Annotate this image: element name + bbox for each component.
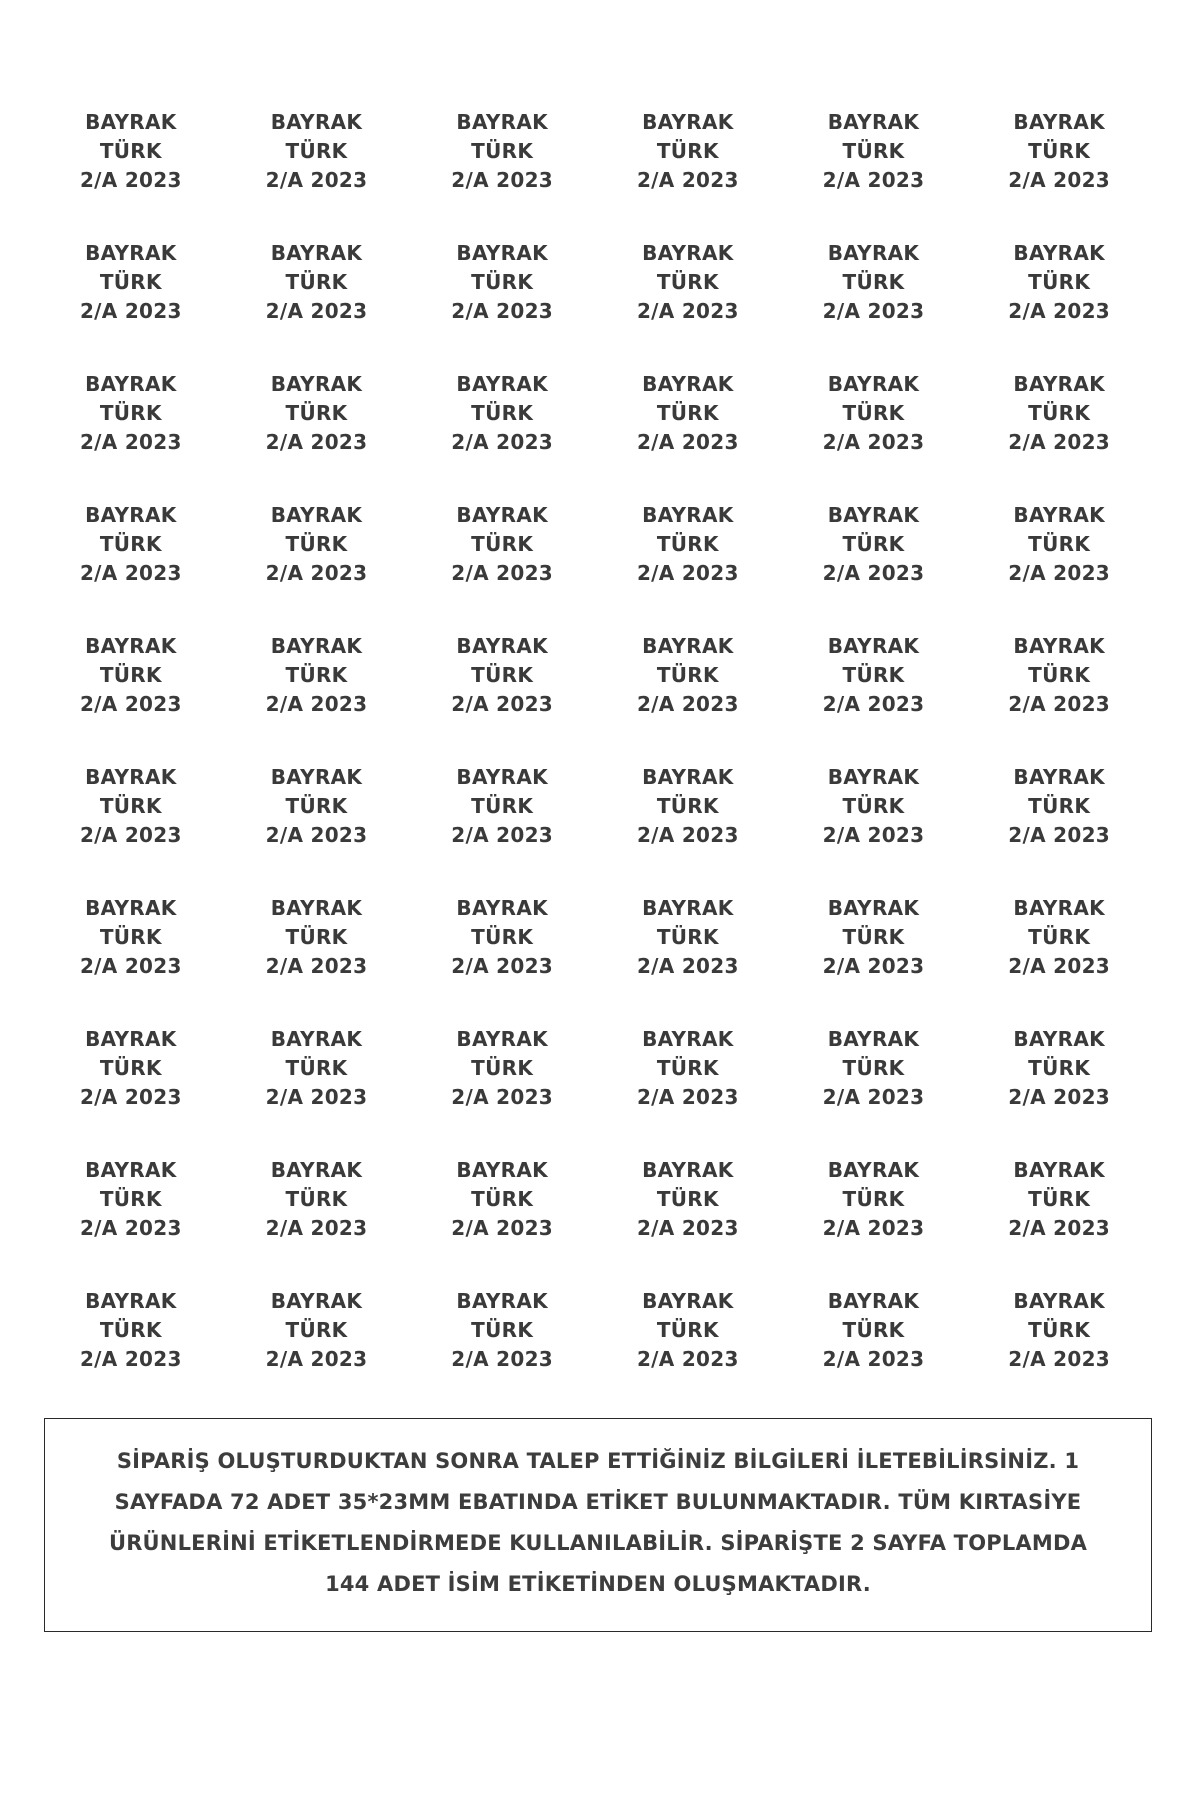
- label-line3: 2/A 2023: [79, 168, 182, 192]
- label-line1: BAYRAK: [642, 1027, 734, 1051]
- label-line1: BAYRAK: [1013, 1158, 1105, 1182]
- label-line2: TÜRK: [656, 925, 719, 949]
- label-line1: BAYRAK: [642, 765, 734, 789]
- label-line2: TÜRK: [99, 1318, 162, 1342]
- label-line3: 2/A 2023: [265, 954, 368, 978]
- name-label: [595, 1287, 781, 1418]
- label-line1: BAYRAK: [85, 634, 177, 658]
- label-line3: 2/A 2023: [636, 168, 739, 192]
- name-label: [781, 1025, 967, 1156]
- label-line2: TÜRK: [471, 270, 534, 294]
- label-line3: 2/A 2023: [636, 954, 739, 978]
- name-label: [224, 501, 410, 632]
- label-line2: TÜRK: [285, 925, 348, 949]
- label-line2: TÜRK: [842, 1187, 905, 1211]
- label-line2: TÜRK: [1028, 270, 1091, 294]
- label-line3: 2/A 2023: [822, 1347, 925, 1371]
- label-line2: TÜRK: [471, 1056, 534, 1080]
- label-line3: 2/A 2023: [451, 823, 554, 847]
- label-line3: 2/A 2023: [265, 692, 368, 716]
- label-line3: 2/A 2023: [1008, 561, 1111, 585]
- label-line1: BAYRAK: [85, 110, 177, 134]
- name-label: [409, 239, 595, 370]
- label-line2: TÜRK: [656, 1187, 719, 1211]
- label-line1: BAYRAK: [270, 241, 363, 265]
- label-line2: TÜRK: [285, 1187, 348, 1211]
- label-line2: TÜRK: [656, 532, 719, 556]
- label-line1: BAYRAK: [85, 503, 177, 527]
- label-line1: BAYRAK: [642, 1158, 734, 1182]
- name-label: [966, 1156, 1152, 1287]
- label-line2: TÜRK: [471, 1187, 534, 1211]
- name-label: [781, 894, 967, 1025]
- label-line1: BAYRAK: [642, 1289, 734, 1313]
- label-line3: 2/A 2023: [1008, 1085, 1111, 1109]
- label-line3: 2/A 2023: [1008, 823, 1111, 847]
- label-line2: TÜRK: [471, 139, 534, 163]
- name-label: [966, 763, 1152, 894]
- label-line2: TÜRK: [99, 925, 162, 949]
- label-line3: 2/A 2023: [79, 1216, 182, 1240]
- label-line1: BAYRAK: [827, 1027, 920, 1051]
- label-line3: 2/A 2023: [822, 823, 925, 847]
- label-line3: 2/A 2023: [636, 299, 739, 323]
- label-line1: BAYRAK: [827, 1158, 920, 1182]
- name-label: [781, 108, 967, 239]
- label-line3: 2/A 2023: [1008, 299, 1111, 323]
- label-line1: BAYRAK: [456, 241, 548, 265]
- label-line1: BAYRAK: [827, 241, 920, 265]
- label-line3: 2/A 2023: [1008, 692, 1111, 716]
- name-label: [38, 239, 224, 370]
- label-line2: TÜRK: [842, 270, 905, 294]
- label-line3: 2/A 2023: [265, 168, 368, 192]
- label-line3: 2/A 2023: [79, 1347, 182, 1371]
- name-label: [224, 370, 410, 501]
- label-line3: 2/A 2023: [79, 954, 182, 978]
- label-line3: 2/A 2023: [451, 430, 554, 454]
- label-line1: BAYRAK: [456, 634, 548, 658]
- label-line3: 2/A 2023: [636, 823, 739, 847]
- label-line3: 2/A 2023: [1008, 168, 1111, 192]
- name-label: [224, 108, 410, 239]
- label-line3: 2/A 2023: [451, 954, 554, 978]
- name-label: [966, 1287, 1152, 1418]
- label-line1: BAYRAK: [270, 110, 363, 134]
- label-line2: TÜRK: [1028, 663, 1091, 687]
- label-line2: TÜRK: [656, 794, 719, 818]
- label-line1: BAYRAK: [85, 1289, 177, 1313]
- label-line1: BAYRAK: [456, 1027, 548, 1051]
- label-line3: 2/A 2023: [265, 430, 368, 454]
- name-label: [38, 763, 224, 894]
- label-line1: BAYRAK: [1013, 1289, 1105, 1313]
- label-line1: BAYRAK: [827, 110, 920, 134]
- notice-box: [44, 1418, 1152, 1632]
- label-line1: BAYRAK: [1013, 896, 1105, 920]
- label-line2: TÜRK: [99, 401, 162, 425]
- label-line3: 2/A 2023: [79, 561, 182, 585]
- label-line1: BAYRAK: [827, 372, 920, 396]
- name-label: [224, 1287, 410, 1418]
- name-label: [224, 1156, 410, 1287]
- label-line3: 2/A 2023: [79, 299, 182, 323]
- label-line2: TÜRK: [285, 270, 348, 294]
- label-line1: BAYRAK: [642, 896, 734, 920]
- label-line1: BAYRAK: [270, 1289, 363, 1313]
- name-label: [38, 1025, 224, 1156]
- name-label: [781, 1287, 967, 1418]
- label-line3: 2/A 2023: [265, 561, 368, 585]
- label-line2: TÜRK: [1028, 532, 1091, 556]
- name-label: [966, 501, 1152, 632]
- label-line3: 2/A 2023: [79, 823, 182, 847]
- label-line1: BAYRAK: [270, 634, 363, 658]
- label-line2: TÜRK: [285, 401, 348, 425]
- label-line2: TÜRK: [1028, 925, 1091, 949]
- label-line3: 2/A 2023: [79, 430, 182, 454]
- name-label: [595, 108, 781, 239]
- label-line2: TÜRK: [99, 139, 162, 163]
- label-line2: TÜRK: [842, 1056, 905, 1080]
- label-line3: 2/A 2023: [822, 430, 925, 454]
- label-line2: TÜRK: [842, 532, 905, 556]
- name-label: [409, 108, 595, 239]
- label-line1: BAYRAK: [85, 765, 177, 789]
- label-line2: TÜRK: [656, 663, 719, 687]
- label-line2: TÜRK: [1028, 139, 1091, 163]
- label-line3: 2/A 2023: [636, 1085, 739, 1109]
- label-line3: 2/A 2023: [822, 692, 925, 716]
- label-line1: BAYRAK: [1013, 503, 1105, 527]
- label-line2: TÜRK: [656, 139, 719, 163]
- label-line1: BAYRAK: [1013, 241, 1105, 265]
- label-line3: 2/A 2023: [636, 1216, 739, 1240]
- label-line2: TÜRK: [285, 532, 348, 556]
- label-line1: BAYRAK: [1013, 765, 1105, 789]
- label-line1: BAYRAK: [827, 634, 920, 658]
- name-label: [38, 894, 224, 1025]
- label-line2: TÜRK: [99, 663, 162, 687]
- name-label: [409, 632, 595, 763]
- name-label: [224, 894, 410, 1025]
- label-line2: TÜRK: [285, 663, 348, 687]
- label-line1: BAYRAK: [270, 1158, 363, 1182]
- name-label: [781, 501, 967, 632]
- label-line3: 2/A 2023: [1008, 430, 1111, 454]
- name-label: [781, 370, 967, 501]
- label-line3: 2/A 2023: [636, 561, 739, 585]
- label-line3: 2/A 2023: [451, 561, 554, 585]
- label-line2: TÜRK: [471, 532, 534, 556]
- label-line1: BAYRAK: [85, 1158, 177, 1182]
- label-line1: BAYRAK: [270, 372, 363, 396]
- label-line3: 2/A 2023: [451, 1216, 554, 1240]
- label-line2: TÜRK: [99, 270, 162, 294]
- label-line1: BAYRAK: [456, 1289, 548, 1313]
- name-label: [966, 1025, 1152, 1156]
- name-label: [38, 501, 224, 632]
- label-line1: BAYRAK: [827, 1289, 920, 1313]
- label-line3: 2/A 2023: [265, 1347, 368, 1371]
- name-label: [595, 763, 781, 894]
- name-label: [409, 763, 595, 894]
- label-line1: BAYRAK: [1013, 1027, 1105, 1051]
- name-label: [595, 501, 781, 632]
- label-line2: TÜRK: [1028, 1318, 1091, 1342]
- label-line3: 2/A 2023: [451, 299, 554, 323]
- name-label: [781, 1156, 967, 1287]
- label-line1: BAYRAK: [642, 372, 734, 396]
- name-label: [966, 894, 1152, 1025]
- label-line2: TÜRK: [471, 663, 534, 687]
- label-line3: 2/A 2023: [636, 430, 739, 454]
- label-line2: TÜRK: [656, 270, 719, 294]
- label-line2: TÜRK: [656, 401, 719, 425]
- name-label: [966, 370, 1152, 501]
- label-line2: TÜRK: [285, 794, 348, 818]
- label-line1: BAYRAK: [456, 1158, 548, 1182]
- label-line1: BAYRAK: [85, 896, 177, 920]
- label-line2: TÜRK: [99, 532, 162, 556]
- label-line1: BAYRAK: [642, 503, 734, 527]
- label-line1: BAYRAK: [642, 634, 734, 658]
- label-line3: 2/A 2023: [822, 561, 925, 585]
- name-label: [595, 894, 781, 1025]
- label-line3: 2/A 2023: [79, 1085, 182, 1109]
- label-line1: BAYRAK: [827, 896, 920, 920]
- label-line1: BAYRAK: [642, 110, 734, 134]
- label-line2: TÜRK: [285, 1056, 348, 1080]
- label-line1: BAYRAK: [1013, 110, 1105, 134]
- name-label: [409, 1287, 595, 1418]
- label-line1: BAYRAK: [270, 1027, 363, 1051]
- name-label: [38, 1156, 224, 1287]
- label-line3: 2/A 2023: [822, 168, 925, 192]
- name-label: [595, 370, 781, 501]
- label-line2: TÜRK: [656, 1056, 719, 1080]
- name-label: [409, 1025, 595, 1156]
- name-label: [224, 1025, 410, 1156]
- name-label: [224, 239, 410, 370]
- label-line1: BAYRAK: [1013, 634, 1105, 658]
- label-line3: 2/A 2023: [265, 1085, 368, 1109]
- label-line2: TÜRK: [99, 1187, 162, 1211]
- label-line2: TÜRK: [1028, 1056, 1091, 1080]
- label-line1: BAYRAK: [270, 896, 363, 920]
- label-line2: TÜRK: [471, 401, 534, 425]
- label-line3: 2/A 2023: [1008, 1347, 1111, 1371]
- label-line3: 2/A 2023: [451, 168, 554, 192]
- name-label: [38, 1287, 224, 1418]
- label-line2: TÜRK: [1028, 794, 1091, 818]
- name-label: [595, 239, 781, 370]
- label-line3: 2/A 2023: [1008, 954, 1111, 978]
- label-line1: BAYRAK: [270, 765, 363, 789]
- name-label: [781, 632, 967, 763]
- name-label: [595, 1156, 781, 1287]
- label-line1: BAYRAK: [85, 372, 177, 396]
- label-line1: BAYRAK: [270, 503, 363, 527]
- label-line3: 2/A 2023: [265, 299, 368, 323]
- name-label: [38, 108, 224, 239]
- label-line2: TÜRK: [285, 139, 348, 163]
- notice-text: SİPARİŞ OLUŞTURDUKTAN SONRA TALEP ETTİĞİNİZ BİLGİLERİ İLETEBİLİRSİNİZ. 1 SAYFADA 72 ADET 35*23MM EBATINDA ETİKET BULUNMAKTADIR. TÜM KIRTASİYE ÜRÜNLERİNİ ETİKETLENDİRMEDE KULLANILABİLİR. SİPARİŞTE 2 SAYFA TOPLAMDA 144 ADET İSİM ETİKETİNDEN OLUŞMAKTADIR.: [108, 1449, 1088, 1596]
- label-line2: TÜRK: [1028, 1187, 1091, 1211]
- label-line1: BAYRAK: [827, 765, 920, 789]
- name-label: [966, 632, 1152, 763]
- label-line3: 2/A 2023: [1008, 1216, 1111, 1240]
- label-line1: BAYRAK: [456, 503, 548, 527]
- name-label: [595, 632, 781, 763]
- label-line1: BAYRAK: [1013, 372, 1105, 396]
- label-line1: BAYRAK: [456, 765, 548, 789]
- name-label: [409, 1156, 595, 1287]
- label-line2: TÜRK: [842, 139, 905, 163]
- label-line1: BAYRAK: [456, 372, 548, 396]
- name-label: [38, 632, 224, 763]
- label-line1: BAYRAK: [85, 1027, 177, 1051]
- label-line3: 2/A 2023: [822, 954, 925, 978]
- label-line3: 2/A 2023: [451, 1347, 554, 1371]
- label-line3: 2/A 2023: [636, 1347, 739, 1371]
- label-line2: TÜRK: [471, 1318, 534, 1342]
- label-line3: 2/A 2023: [636, 692, 739, 716]
- label-line2: TÜRK: [285, 1318, 348, 1342]
- label-line3: 2/A 2023: [822, 299, 925, 323]
- label-line2: TÜRK: [842, 663, 905, 687]
- name-label: [38, 370, 224, 501]
- label-line1: BAYRAK: [827, 503, 920, 527]
- label-line1: BAYRAK: [85, 241, 177, 265]
- name-label: [224, 632, 410, 763]
- label-line2: TÜRK: [99, 794, 162, 818]
- name-label: [781, 239, 967, 370]
- label-line3: 2/A 2023: [451, 1085, 554, 1109]
- label-line3: 2/A 2023: [822, 1085, 925, 1109]
- label-grid: [0, 108, 1200, 1418]
- label-line2: TÜRK: [471, 925, 534, 949]
- label-line2: TÜRK: [656, 1318, 719, 1342]
- name-label: [781, 763, 967, 894]
- label-line2: TÜRK: [99, 1056, 162, 1080]
- label-line2: TÜRK: [842, 401, 905, 425]
- label-line1: BAYRAK: [456, 110, 548, 134]
- label-line3: 2/A 2023: [451, 692, 554, 716]
- label-line3: 2/A 2023: [79, 692, 182, 716]
- label-line3: 2/A 2023: [265, 823, 368, 847]
- label-line2: TÜRK: [842, 1318, 905, 1342]
- name-label: [409, 894, 595, 1025]
- label-line2: TÜRK: [842, 794, 905, 818]
- label-line2: TÜRK: [1028, 401, 1091, 425]
- label-line2: TÜRK: [842, 925, 905, 949]
- name-label: [966, 239, 1152, 370]
- label-line2: TÜRK: [471, 794, 534, 818]
- name-label: [966, 108, 1152, 239]
- label-line1: BAYRAK: [642, 241, 734, 265]
- label-line1: BAYRAK: [456, 896, 548, 920]
- label-line3: 2/A 2023: [822, 1216, 925, 1240]
- name-label: [409, 501, 595, 632]
- label-line3: 2/A 2023: [265, 1216, 368, 1240]
- name-label: [224, 763, 410, 894]
- name-label: [595, 1025, 781, 1156]
- name-label: [409, 370, 595, 501]
